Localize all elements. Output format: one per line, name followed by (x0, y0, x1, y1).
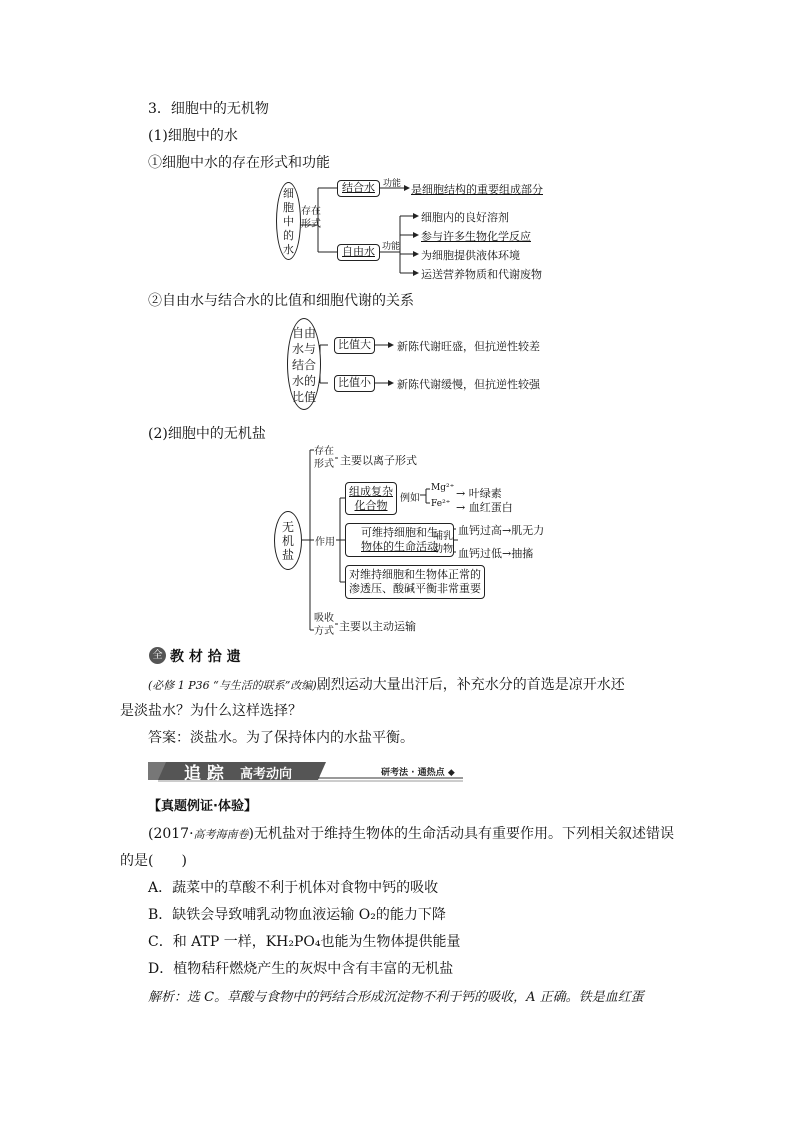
role-box-life-activity: 可维持细胞和生 物体的生命活动 (345, 523, 454, 557)
ratio-high-box: 比值大 (334, 337, 375, 354)
free-item-1: 细胞内的良好溶剂 (421, 211, 509, 224)
free-item-2: 参与许多生物化学反应 (421, 230, 531, 243)
subsection-salts: (2)细胞中的无机盐 (148, 426, 266, 442)
option-c: C．和 ATP 一样，KH₂PO₄也能为生物体提供能量 (148, 934, 461, 950)
salt-absorb-label: 吸收 方式 (314, 613, 334, 637)
free-item-3: 为细胞提供液体环境 (421, 249, 520, 262)
salt-exist-desc: 主要以离子形式 (340, 454, 417, 467)
exam-tag: 【真题例证·体验】 (148, 799, 257, 814)
salt-center-oval: 无 机 盐 (274, 511, 302, 570)
salt-role-label: 作用 (315, 537, 335, 548)
role-box-compounds: 组成复杂 化合物 (345, 482, 397, 515)
free-water-box: 自由水 (337, 244, 380, 261)
salt-absorb-desc: 主要以主动运输 (339, 620, 416, 633)
exam-analysis: 解析：选 C。草酸与食物中的钙结合形成沉淀物不利于钙的吸收，A 正确。铁是血红蛋 (148, 990, 644, 1005)
ratio-high-desc: 新陈代谢旺盛，但抗逆性较差 (397, 340, 540, 353)
mammal-label: 哺乳 动物 (433, 531, 453, 555)
option-b: B．缺铁会导致哺乳动物血液运输 O₂的能力下降 (148, 907, 446, 923)
textbook-answer: 答案：淡盐水。为了保持体内的水盐平衡。 (148, 730, 414, 746)
track-banner (148, 760, 463, 782)
subsection-water: (1)细胞中的水 (148, 128, 238, 144)
water-center-oval: 细 胞 中 的 水 (276, 182, 301, 260)
bound-water-box: 结合水 (337, 180, 380, 197)
ratio-center-oval: 自由 水与 结合 水的 比值 (287, 318, 321, 410)
textbook-title: 教 材 拾 遗 (170, 649, 241, 665)
banner-title-big: 追 踪 (184, 764, 224, 784)
textbook-question-2: 是淡盐水？为什么这样选择？ (120, 703, 302, 719)
bound-water-desc: 是细胞结构的重要组成部分 (411, 183, 543, 196)
free-item-4: 运送营养物质和代谢废物 (421, 268, 542, 281)
role-box-osmotic: 对维持细胞和生物体正常的 渗透压、酸碱平衡非常重要 (345, 565, 485, 599)
exam-stem-1: (2017·高考海南卷)无机盐对于维持生物体的生命活动具有重要作用。下列相关叙述错误 (148, 826, 675, 842)
banner-right-text: 研考法 · 通热点 ◆ (381, 768, 455, 778)
fe-to-hemoglobin: → 血红蛋白 (456, 501, 513, 514)
example-label: 例如 (400, 493, 420, 504)
ca-low: 血钙过低→抽搐 (458, 547, 534, 560)
mg-to-chlorophyll: → 叶绿素 (456, 487, 502, 500)
textbook-question-1: (必修 1 P36 “与生活的联系”改编)剧烈运动大量出汗后，补充水分的首选是凉开水还 (148, 677, 625, 693)
free-func-label: 功能 (382, 242, 401, 252)
exam-stem-2: 的是( ) (120, 853, 187, 869)
point-water-forms: ①细胞中水的存在形式和功能 (148, 155, 330, 171)
banner-title-small: 高考动向 (240, 767, 293, 782)
section-heading: 3．细胞中的无机物 (148, 101, 269, 117)
exist-form-label: 存在 形式 (301, 206, 321, 230)
ratio-low-desc: 新陈代谢缓慢，但抗逆性较强 (397, 378, 540, 391)
ca-high: 血钙过高→肌无力 (458, 524, 545, 537)
salt-exist-label: 存在 形式 (314, 446, 334, 470)
fe-ion: Fe²⁺ (431, 499, 451, 509)
option-a: A．蔬菜中的草酸不利于机体对食物中钙的吸收 (148, 880, 439, 896)
mg-ion: Mg²⁺ (431, 483, 455, 493)
option-d: D．植物秸秆燃烧产生的灰烬中含有丰富的无机盐 (148, 961, 454, 977)
point-ratio-metabolism: ②自由水与结合水的比值和细胞代谢的关系 (148, 293, 414, 309)
textbook-icon: 全 (149, 647, 166, 664)
ratio-low-box: 比值小 (334, 375, 375, 392)
bound-func-label: 功能 (383, 179, 402, 189)
